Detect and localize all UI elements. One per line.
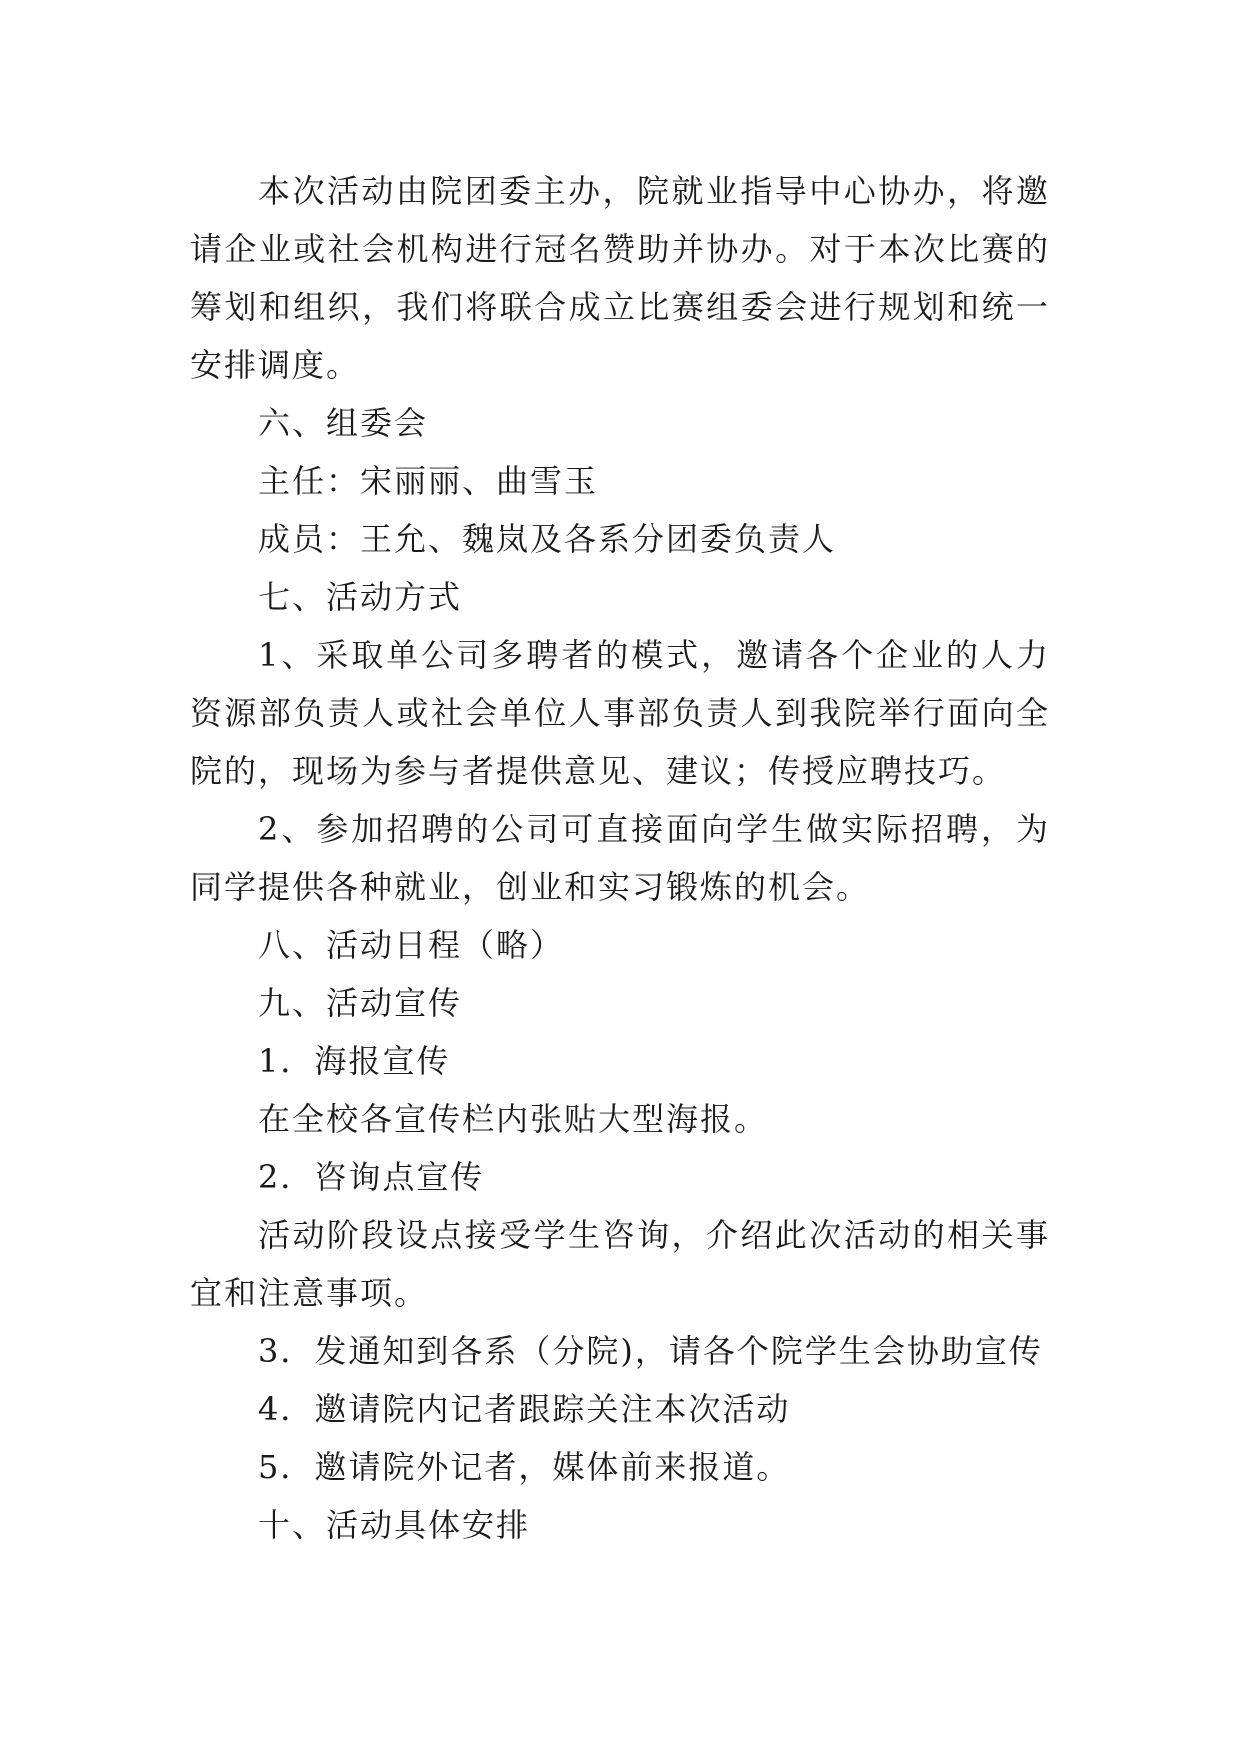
paragraph-consult: 活动阶段设点接受学生咨询，介绍此次活动的相关事宜和注意事项。: [190, 1216, 1050, 1312]
heading-arrangements: 十、活动具体安排: [258, 1506, 531, 1544]
heading-poster: 1．海报宣传: [258, 1042, 451, 1080]
paragraph-method-1: 1、采取单公司多聘者的模式，邀请各个企业的人力资源部负责人或社会单位人事部负责人到我院举行面向全院的，现场为参与者提供意见、建议；传授应聘技巧。: [190, 636, 1050, 790]
paragraph-organizers: 本次活动由院团委主办，院就业指导中心协办，将邀请企业或社会机构进行冠名赞助并协办。对于本次比赛的筹划和组织，我们将联合成立比赛组委会进行规划和统一安排调度。: [190, 172, 1050, 384]
paragraph-external-reporters: 5．邀请院外记者，媒体前来报道。: [258, 1448, 791, 1486]
document-body: [190, 162, 1050, 1554]
paragraph-directors: 主任：宋丽丽、曲雪玉: [258, 462, 599, 500]
heading-publicity: 九、活动宣传: [258, 984, 463, 1022]
heading-schedule: 八、活动日程（略）: [258, 926, 565, 964]
paragraph-internal-reporters: 4．邀请院内记者跟踪关注本次活动: [258, 1390, 791, 1428]
paragraph-notice: 3．发通知到各系（分院)，请各个院学生会协助宣传: [258, 1332, 1043, 1370]
paragraph-poster: 在全校各宣传栏内张贴大型海报。: [258, 1100, 769, 1138]
heading-committee: 六、组委会: [258, 404, 429, 442]
paragraph-members: 成员：王允、魏岚及各系分团委负责人: [258, 520, 837, 558]
paragraph-method-2: 2、参加招聘的公司可直接面向学生做实际招聘，为同学提供各种就业，创业和实习锻炼的机会。: [190, 810, 1050, 906]
heading-consult: 2．咨询点宣传: [258, 1158, 485, 1196]
heading-activity-method: 七、活动方式: [258, 578, 463, 616]
